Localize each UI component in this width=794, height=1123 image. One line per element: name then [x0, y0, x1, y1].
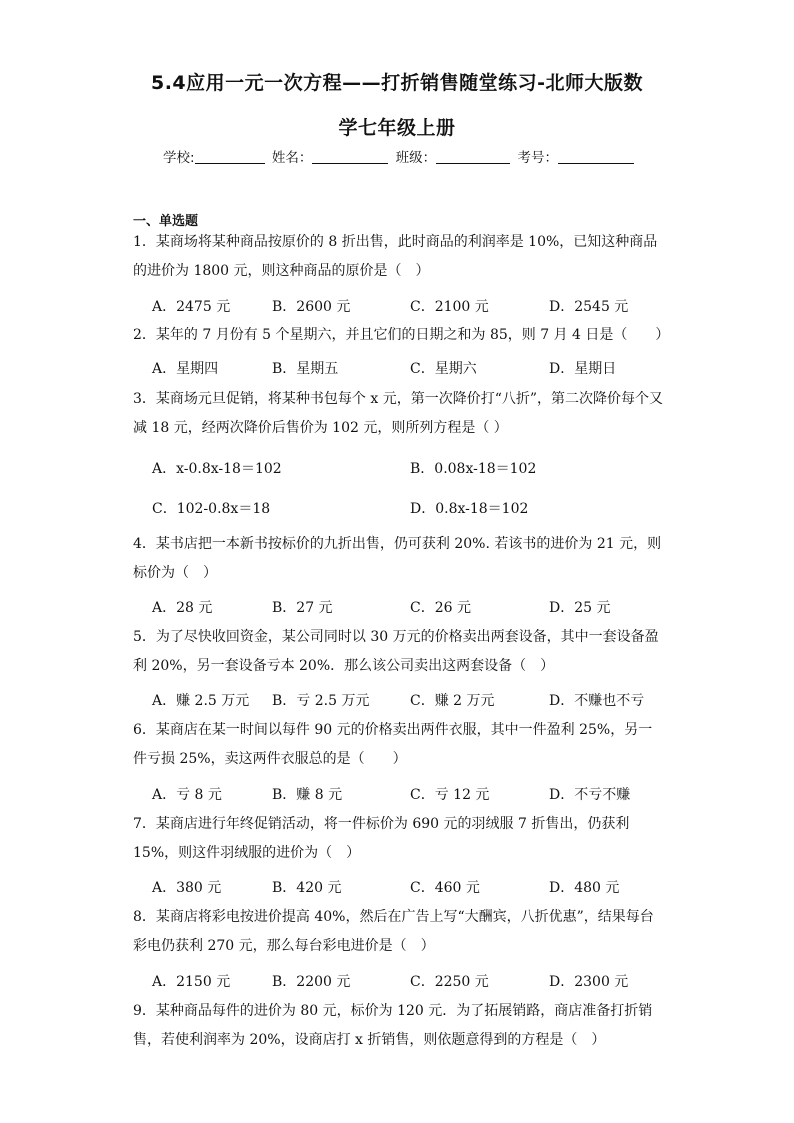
option-a: A．28 元	[152, 600, 213, 616]
option-c: C．26 元	[410, 600, 471, 616]
option-c: C．2250 元	[410, 974, 489, 990]
option-c: C．2100 元	[410, 299, 489, 315]
option-a: A．380 元	[152, 880, 222, 896]
option-b: B．420 元	[272, 880, 342, 896]
option-c: C．460 元	[410, 880, 480, 896]
question-6: 6．某商店在某一时间以每件 90 元的价格卖出两件衣服，其中一件盈利 25%，另一件亏损 25%，卖这两件衣服总的是（ ）	[133, 722, 653, 767]
school-label: 学校:	[163, 150, 195, 166]
name-label: 姓名：	[271, 150, 313, 166]
question-3: 3．某商场元旦促销，将某种书包每个 x 元，第一次降价打“八折”，第二次降价每个又减 18 元，经两次降价后售价为 102 元，则所列方程是（ ）	[133, 391, 664, 436]
question-5: 5．为了尽快收回资金，某公司同时以 30 万元的价格卖出两套设备，其中一套设备盈利 20%，另一套设备亏本 20%．那么该公司卖出这两套设备（ ）	[133, 629, 659, 674]
question-8: 8．某商店将彩电按进价提高 40%，然后在广告上写“大酬宾，八折优惠”，结果每台彩电仍获利 270 元，那么每台彩电进价是（ ）	[133, 909, 654, 954]
option-b: B．亏 2.5 万元	[272, 693, 370, 709]
option-d: D．480 元	[549, 880, 620, 896]
option-a: A．亏 8 元	[152, 787, 222, 803]
page-subtitle: 学七年级上册	[338, 117, 456, 139]
option-b: B．0.08x-18＝102	[410, 461, 537, 477]
option-b: B．赚 8 元	[272, 787, 343, 803]
question-2-options	[152, 358, 672, 378]
option-d: D．2300 元	[549, 974, 629, 990]
question-9: 9．某种商品每件的进价为 80 元，标价为 120 元．为了拓展销路，商店准备打折销售，若使利润率为 20%，设商店打 x 折销售，则依题意得到的方程是（ ）	[133, 1003, 653, 1048]
option-c: C．亏 12 元	[410, 787, 490, 803]
question-4: 4．某书店把一本新书按标价的九折出售，仍可获利 20%. 若该书的进价为 21 元，则标价为（ ）	[133, 536, 662, 581]
option-d: D．不赚也不亏	[549, 693, 645, 709]
option-b: B．星期五	[272, 361, 339, 377]
option-b: B．2200 元	[272, 974, 351, 990]
question-2: 2．某年的 7 月份有 5 个星期六，并且它们的日期之和为 85，则 7 月 4 日是（ ）	[133, 327, 670, 343]
number-label: 考号：	[517, 150, 558, 166]
option-c: C．星期六	[410, 361, 477, 377]
question-3-options-row-2	[152, 498, 672, 518]
question-6-options	[152, 784, 672, 804]
name-blank	[312, 149, 388, 164]
question-5-options	[152, 690, 672, 710]
question-1: 1．某商场将某种商品按原价的 8 折出售，此时商品的利润率是 10%，已知这种商品的进价为 1800 元，则这种商品的原价是（ ）	[133, 234, 658, 279]
option-a: A．2150 元	[152, 974, 231, 990]
question-7-options	[152, 877, 672, 897]
option-a: A．x-0.8x-18＝102	[152, 461, 282, 477]
option-d: D．0.8x-18＝102	[410, 501, 529, 517]
option-b: B．27 元	[272, 600, 333, 616]
question-7: 7．某商店进行年终促销活动，将一件标价为 690 元的羽绒服 7 折售出，仍获利15%，则这件羽绒服的进价为（ ）	[133, 816, 630, 861]
question-4-options	[152, 597, 672, 617]
option-a: A．2475 元	[152, 299, 231, 315]
student-info-line	[163, 146, 637, 166]
question-8-options	[152, 971, 672, 991]
number-blank	[558, 149, 634, 164]
option-c: C．102-0.8x＝18	[152, 501, 271, 517]
class-blank	[436, 149, 510, 164]
section-heading: 一、单选题	[133, 214, 199, 229]
question-1-options	[152, 296, 672, 316]
option-a: A．赚 2.5 万元	[152, 693, 250, 709]
option-d: D．不亏不赚	[549, 787, 631, 803]
school-blank	[195, 149, 265, 164]
option-d: D．25 元	[549, 600, 611, 616]
option-a: A．星期四	[152, 361, 219, 377]
option-d: D．2545 元	[549, 299, 629, 315]
question-3-options-row-1	[152, 458, 672, 478]
option-d: D．星期日	[549, 361, 617, 377]
option-c: C．赚 2 万元	[410, 693, 495, 709]
option-b: B．2600 元	[272, 299, 351, 315]
page-title: 5.4应用一元一次方程——打折销售随堂练习-北师大版数	[150, 72, 644, 94]
class-label: 班级：	[395, 150, 437, 166]
